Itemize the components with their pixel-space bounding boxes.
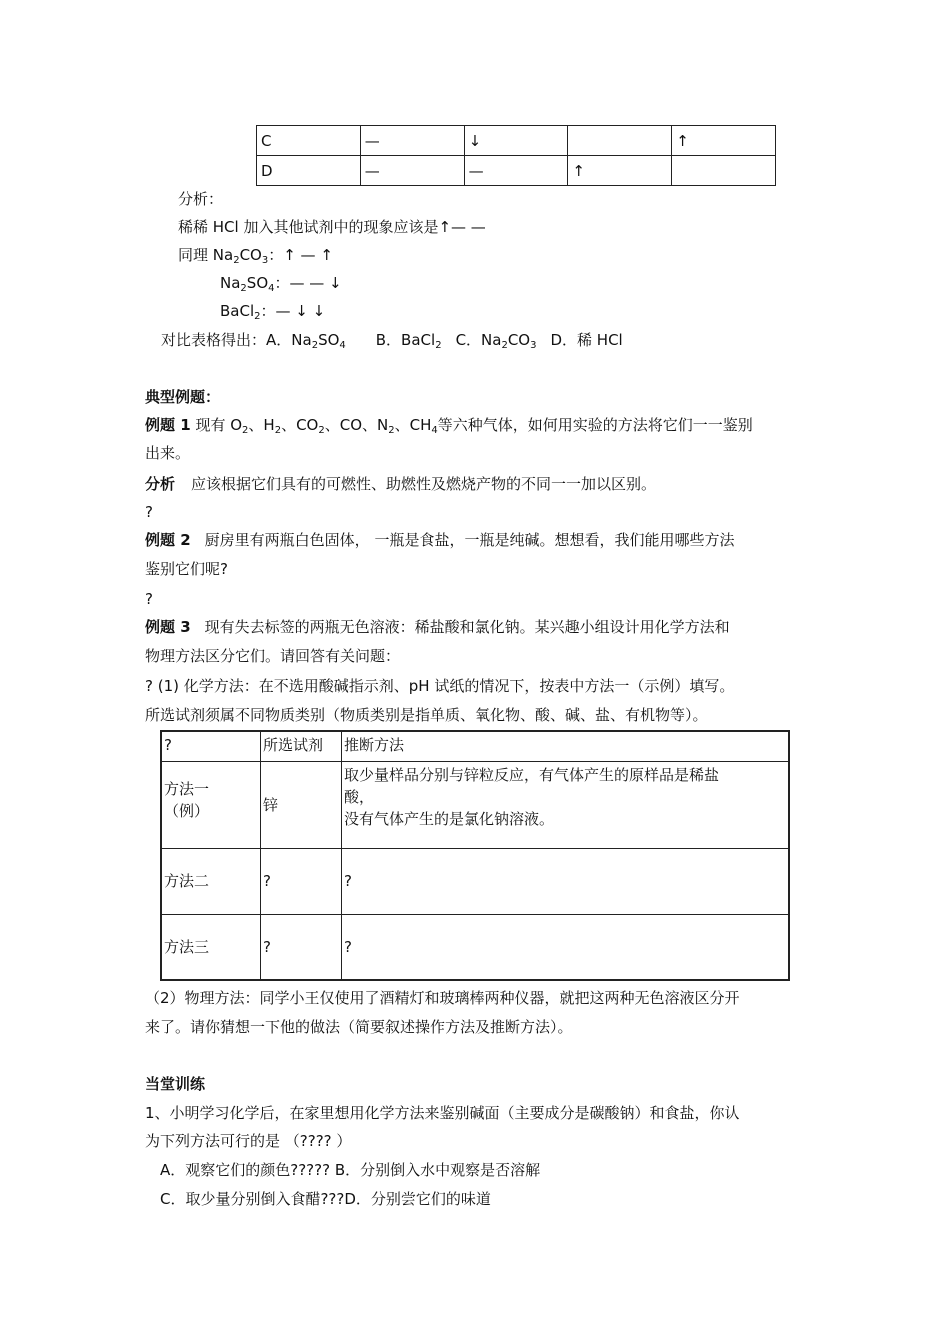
table-cell: — [360, 156, 464, 186]
example-3-line-4: 所选试剂须属不同物质类别（物质类别是指单质、氧化物、酸、碱、盐、有机物等）。 [145, 706, 708, 724]
method-text: 取少量样品分别与锌粒反应，有气体产生的原样品是稀盐 [344, 765, 720, 784]
table-cell: 方法三 [161, 914, 261, 980]
physical-method-line-2: 来了。请你猜想一下他的做法（简要叙述操作方法及推断方法）。 [145, 1018, 573, 1036]
example-3-line-2: 物理方法区分它们。请回答有关问题： [145, 647, 401, 665]
table-cell: ? [261, 848, 342, 914]
table-row [257, 126, 776, 156]
example-2-line-2: 鉴别它们呢? [145, 560, 228, 578]
table-cell: D [257, 156, 361, 186]
table-cell: — [360, 126, 464, 156]
table-cell: ↑ [568, 156, 672, 186]
table-row [161, 914, 789, 980]
training-question-1-line-2: 为下列方法可行的是 （???? ） [145, 1132, 352, 1150]
example-1-analysis: 分析 应该根据它们具有的可燃性、助燃性及燃烧产物的不同一一加以区别。 [145, 475, 657, 493]
table-cell [161, 761, 261, 848]
table-row [161, 848, 789, 914]
reagent-result-table [256, 125, 776, 186]
analysis-line-3: $Na_2SO_4$：— — ↓ [220, 274, 342, 294]
table-cell [342, 761, 790, 848]
physical-method-line-1: （2）物理方法：同学小王仅使用了酒精灯和玻璃棒两种仪器，就把这两种无色溶液区分开 [145, 989, 740, 1007]
method-text: 酸， [344, 787, 375, 806]
table-cell: ? [342, 914, 790, 980]
table-row [161, 731, 789, 761]
example-3-line-3: ? (1) 化学方法：在不选用酸碱指示剂、pH 试纸的情况下，按表中方法一（示例）填写。 [145, 677, 735, 695]
table-cell [672, 156, 776, 186]
table-row [257, 156, 776, 186]
placeholder-mark: ? [145, 503, 153, 521]
table-cell: 锌 [261, 761, 342, 848]
table-cell: 方法二 [161, 848, 261, 914]
table-row [161, 761, 789, 848]
table-cell: ↓ [464, 126, 568, 156]
method-text: 没有气体产生的是氯化钠溶液。 [344, 809, 555, 828]
analysis-line-1: 稀稀 HCl 加入其他试剂中的现象应该是↑— — [178, 218, 486, 236]
analysis-line-4: BaCl$_2$：— ↓ ↓ [220, 302, 326, 322]
analysis-conclusion: 对比表格得出：A．$Na_2SO_4$ B．BaCl$_2$ C．$Na_2CO_3$ D．稀 HCl [161, 331, 623, 351]
method-name: 方法一 [164, 779, 210, 798]
table-header-cell: 推断方法 [342, 731, 790, 761]
section-heading-examples: 典型例题： [145, 388, 221, 406]
example-1-line-2: 出来。 [145, 444, 191, 462]
example-3: 例题 3 现有失去标签的两瓶无色溶液：稀盐酸和氯化钠。某兴趣小组设计用化学方法和 [145, 618, 730, 636]
example-1: 例题 1 现有 $O_2$、$H_2$、$CO_2$、CO、$N_2$、$CH_4$等六种气体，如何用实验的方法将它们一一鉴别 [145, 416, 753, 436]
table-header-cell: 所选试剂 [261, 731, 342, 761]
method-table [160, 730, 790, 981]
table-cell: — [464, 156, 568, 186]
analysis-label: 分析： [178, 190, 224, 208]
placeholder-mark: ? [145, 590, 153, 608]
table-cell: C [257, 126, 361, 156]
table-cell: ? [342, 848, 790, 914]
section-heading-training: 当堂训练 [145, 1075, 206, 1093]
options-a-b: A．观察它们的颜色????? B．分别倒入水中观察是否溶解 [160, 1161, 541, 1179]
analysis-line-2: 同理 $Na_2CO_3$：↑ — ↑ [178, 246, 333, 266]
table-cell: ↑ [672, 126, 776, 156]
table-cell [568, 126, 672, 156]
table-header-cell: ? [161, 731, 261, 761]
method-name-note: （例） [164, 801, 210, 820]
example-2: 例题 2 厨房里有两瓶白色固体， 一瓶是食盐，一瓶是纯碱。想想看，我们能用哪些方法 [145, 531, 735, 549]
options-c-d: C．取少量分别倒入食醋???D．分别尝它们的味道 [160, 1190, 491, 1208]
table-cell: ? [261, 914, 342, 980]
training-question-1: 1、小明学习化学后，在家里想用化学方法来鉴别碱面（主要成分是碳酸钠）和食盐，你认 [145, 1104, 740, 1122]
